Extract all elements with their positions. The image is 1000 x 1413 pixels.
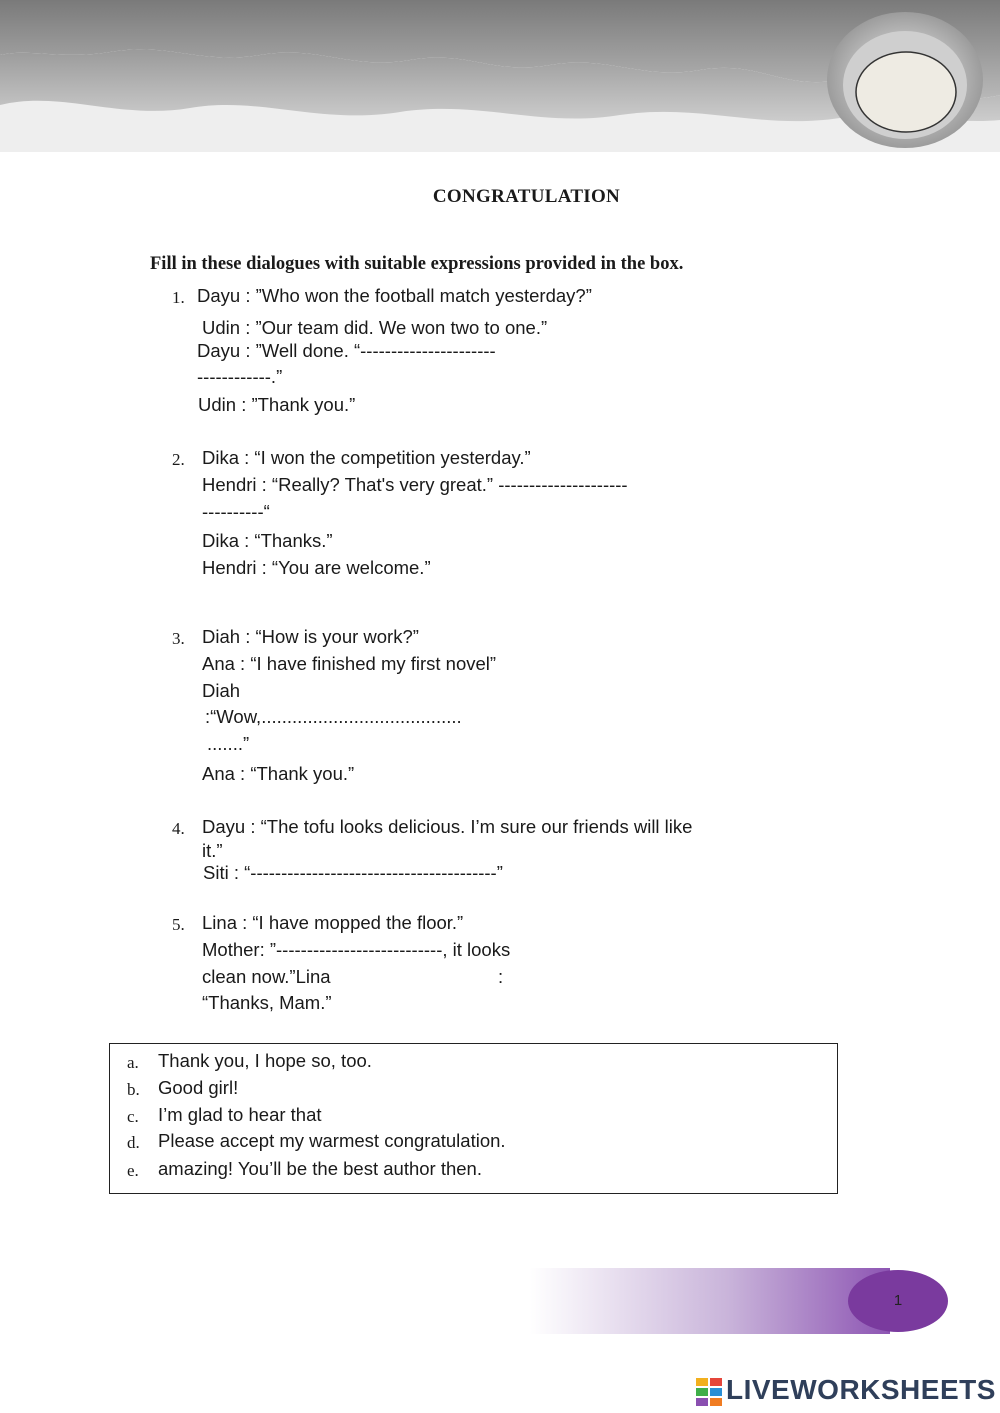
dialogue-line: Dika : “I won the competition yesterday.” <box>202 447 531 468</box>
option-letter: e. <box>127 1161 139 1180</box>
dialogue-line: : <box>498 966 504 987</box>
dialogue-5-number: 5. <box>172 915 185 934</box>
dialogue-line: Dayu : ”Well done. “---------------------- <box>197 340 496 361</box>
option-text: I’m glad to hear that <box>158 1104 322 1125</box>
dialogue-line: Dika : “Thanks.” <box>202 530 333 551</box>
dialogue-line: Ana : “I have finished my first novel” <box>202 653 497 674</box>
dialogue-line: Siti : “----------------------------------------” <box>203 862 503 883</box>
worksheet-title: CONGRATULATION <box>432 186 621 207</box>
option-letter: a. <box>127 1053 139 1072</box>
dialogue-line: Ana : “Thank you.” <box>202 763 355 784</box>
page-number: 1 <box>893 1292 903 1309</box>
dialogue-line: Dayu : ”Who won the football match yesterday?” <box>197 285 592 306</box>
dialogue-line: Mother: ”---------------------------, it looks <box>202 939 511 960</box>
header-wave-banner <box>0 0 1000 152</box>
dialogue-line: “Thanks, Mam.” <box>202 992 332 1013</box>
dialogue-line: Diah <box>202 680 241 701</box>
dialogue-2-number: 2. <box>172 450 185 469</box>
option-text: Please accept my warmest congratulation. <box>158 1130 506 1151</box>
option-letter: b. <box>127 1080 140 1099</box>
liveworksheets-logo-icon <box>696 1376 724 1410</box>
option-letter: d. <box>127 1133 140 1152</box>
dialogue-line: clean now.”Lina <box>202 966 331 987</box>
dialogue-line: ------------.” <box>197 366 283 387</box>
option-text: Thank you, I hope so, too. <box>158 1050 372 1071</box>
dialogue-line: it.” <box>202 840 223 861</box>
answer-options-box <box>109 1043 838 1194</box>
dialogue-line: ----------“ <box>202 501 270 522</box>
dialogue-line: Dayu : “The tofu looks delicious. I’m sure our friends will like <box>202 816 693 837</box>
option-letter: c. <box>127 1107 139 1126</box>
dialogue-line: Lina : “I have mopped the floor.” <box>202 912 464 933</box>
dialogue-3-number: 3. <box>172 629 185 648</box>
dialogue-line: Udin : ”Our team did. We won two to one.” <box>202 317 548 338</box>
brand-name: LIVEWORKSHEETS <box>726 1374 996 1405</box>
instruction-text: Fill in these dialogues with suitable expressions provided in the box. <box>150 254 684 274</box>
option-text: Good girl! <box>158 1077 239 1098</box>
dialogue-line: :“Wow,....................................... <box>205 706 462 727</box>
dialogue-4-number: 4. <box>172 819 185 838</box>
option-text: amazing! You’ll be the best author then. <box>158 1158 482 1179</box>
dialogue-line: Udin : ”Thank you.” <box>198 394 356 415</box>
dialogue-line: .......” <box>207 733 250 754</box>
dialogue-line: Hendri : “You are welcome.” <box>202 557 431 578</box>
dialogue-line: Diah : “How is your work?” <box>202 626 419 647</box>
dialogue-1-number: 1. <box>172 288 185 307</box>
dialogue-line: Hendri : “Really? That's very great.” --------------------- <box>202 474 628 495</box>
